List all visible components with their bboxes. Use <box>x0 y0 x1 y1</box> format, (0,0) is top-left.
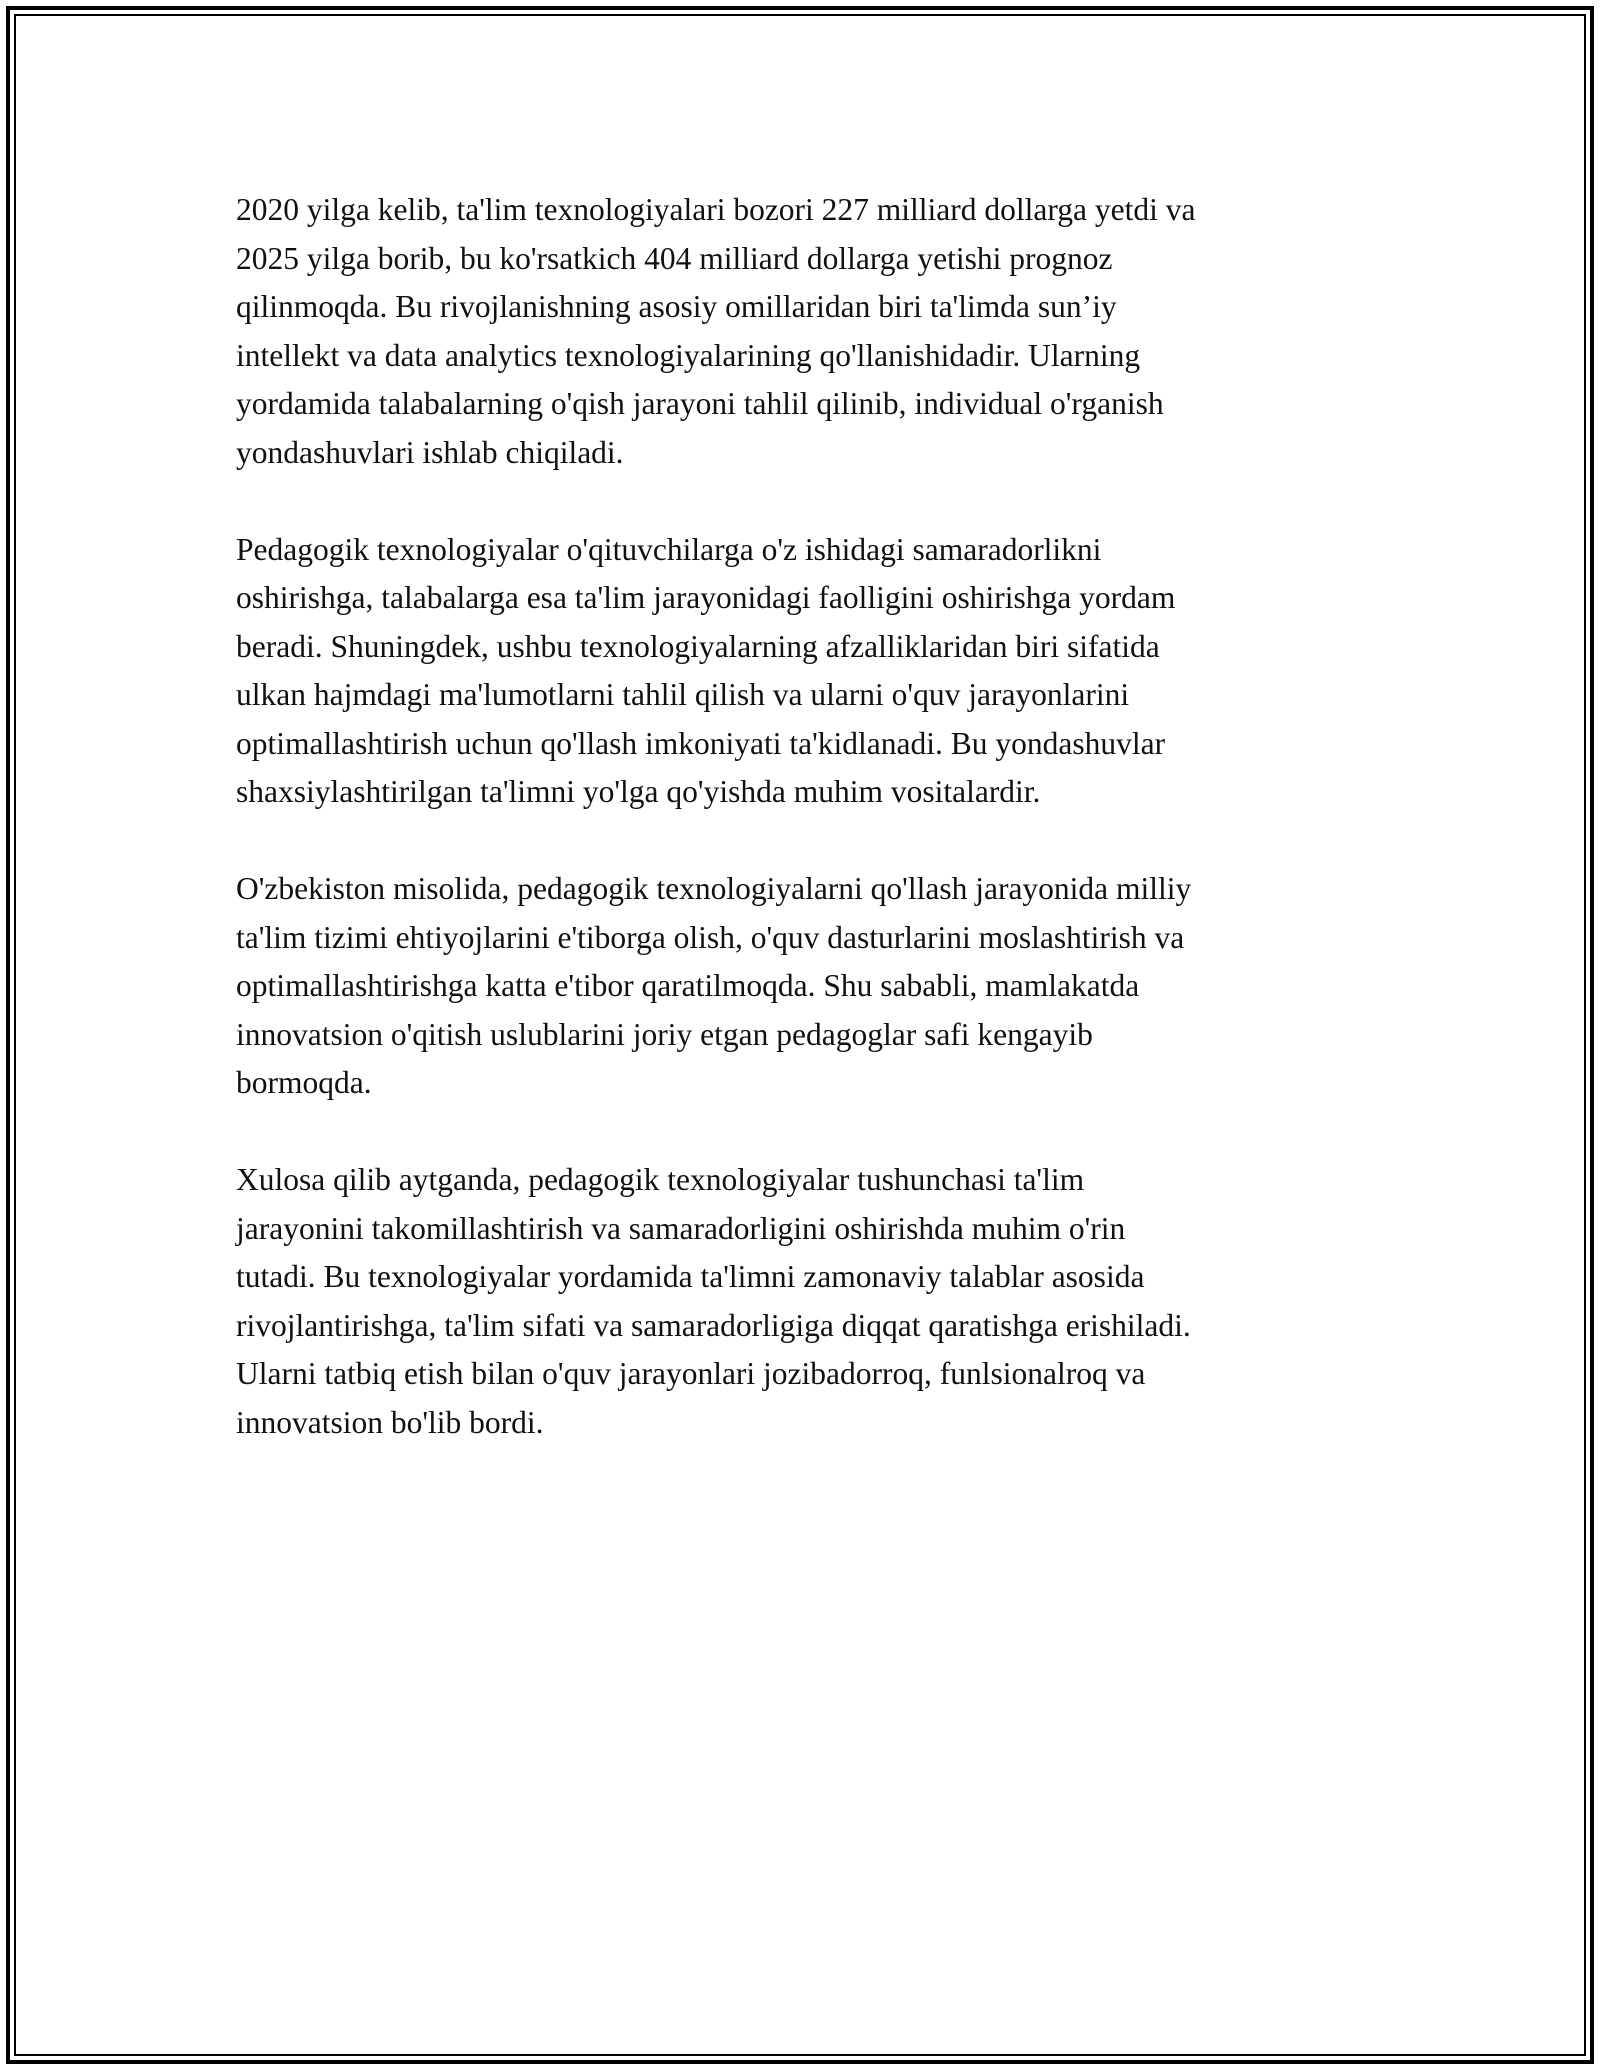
document-body <box>236 186 1366 1496</box>
paragraph-edtech-market: 2020 yilga kelib, ta'lim texnologiyalari bozori 227 milliard dollarga yetdi va 2025 yilga borib, bu ko'rsatkich 404 milliard dollarga yetishi prognoz qilinmoqda. Bu rivojlanishning asosiy omillaridan biri ta'limda sun’iy intellekt va data analytics texnologiyalarining qo'llanishidadir. Ularning yordamida talabalarning o'qish jarayoni tahlil qilinib, individual o'rganish yondashuvlari ishlab chiqiladi. <box>236 192 1196 470</box>
paragraph-uzbekistan-example: O'zbekiston misolida, pedagogik texnologiyalarni qo'llash jarayonida milliy ta'lim tizimi ehtiyojlarini e'tiborga olish, o'quv dasturlarini moslashtirish va optimallashtirishga katta e'tibor qaratilmoqda. Shu sababli, mamlakatda innovatsion o'qitish uslublarini joriy etgan pedagoglar safi kengayib bormoqda. <box>236 871 1192 1100</box>
paragraph-conclusion: Xulosa qilib aytganda, pedagogik texnologiyalar tushunchasi ta'lim jarayonini takomillashtirish va samaradorligini oshirishda muhim o'rin tutadi. Bu texnologiyalar yordamida ta'limni zamonaviy talablar asosida rivojlantirishga, ta'lim sifati va samaradorligiga diqqat qaratishga erishiladi. Ularni tatbiq etish bilan o'quv jarayonlari jozibadorroq, funlsionalroq va innovatsion bo'lib bordi. <box>236 1162 1191 1440</box>
paragraph-pedagogical-technologies: Pedagogik texnologiyalar o'qituvchilarga o'z ishidagi samaradorlikni oshirishga, talabalarga esa ta'lim jarayonidagi faolligini oshirishga yordam beradi. Shuningdek, ushbu texnologiyalarning afzalliklaridan biri sifatida ulkan hajmdagi ma'lumotlarni tahlil qilish va ularni o'quv jarayonlarini optimallashtirish uchun qo'llash imkoniyati ta'kidlanadi. Bu yondashuvlar shaxsiylashtirilgan ta'limni yo'lga qo'yishda muhim vositalardir. <box>236 531 1176 809</box>
